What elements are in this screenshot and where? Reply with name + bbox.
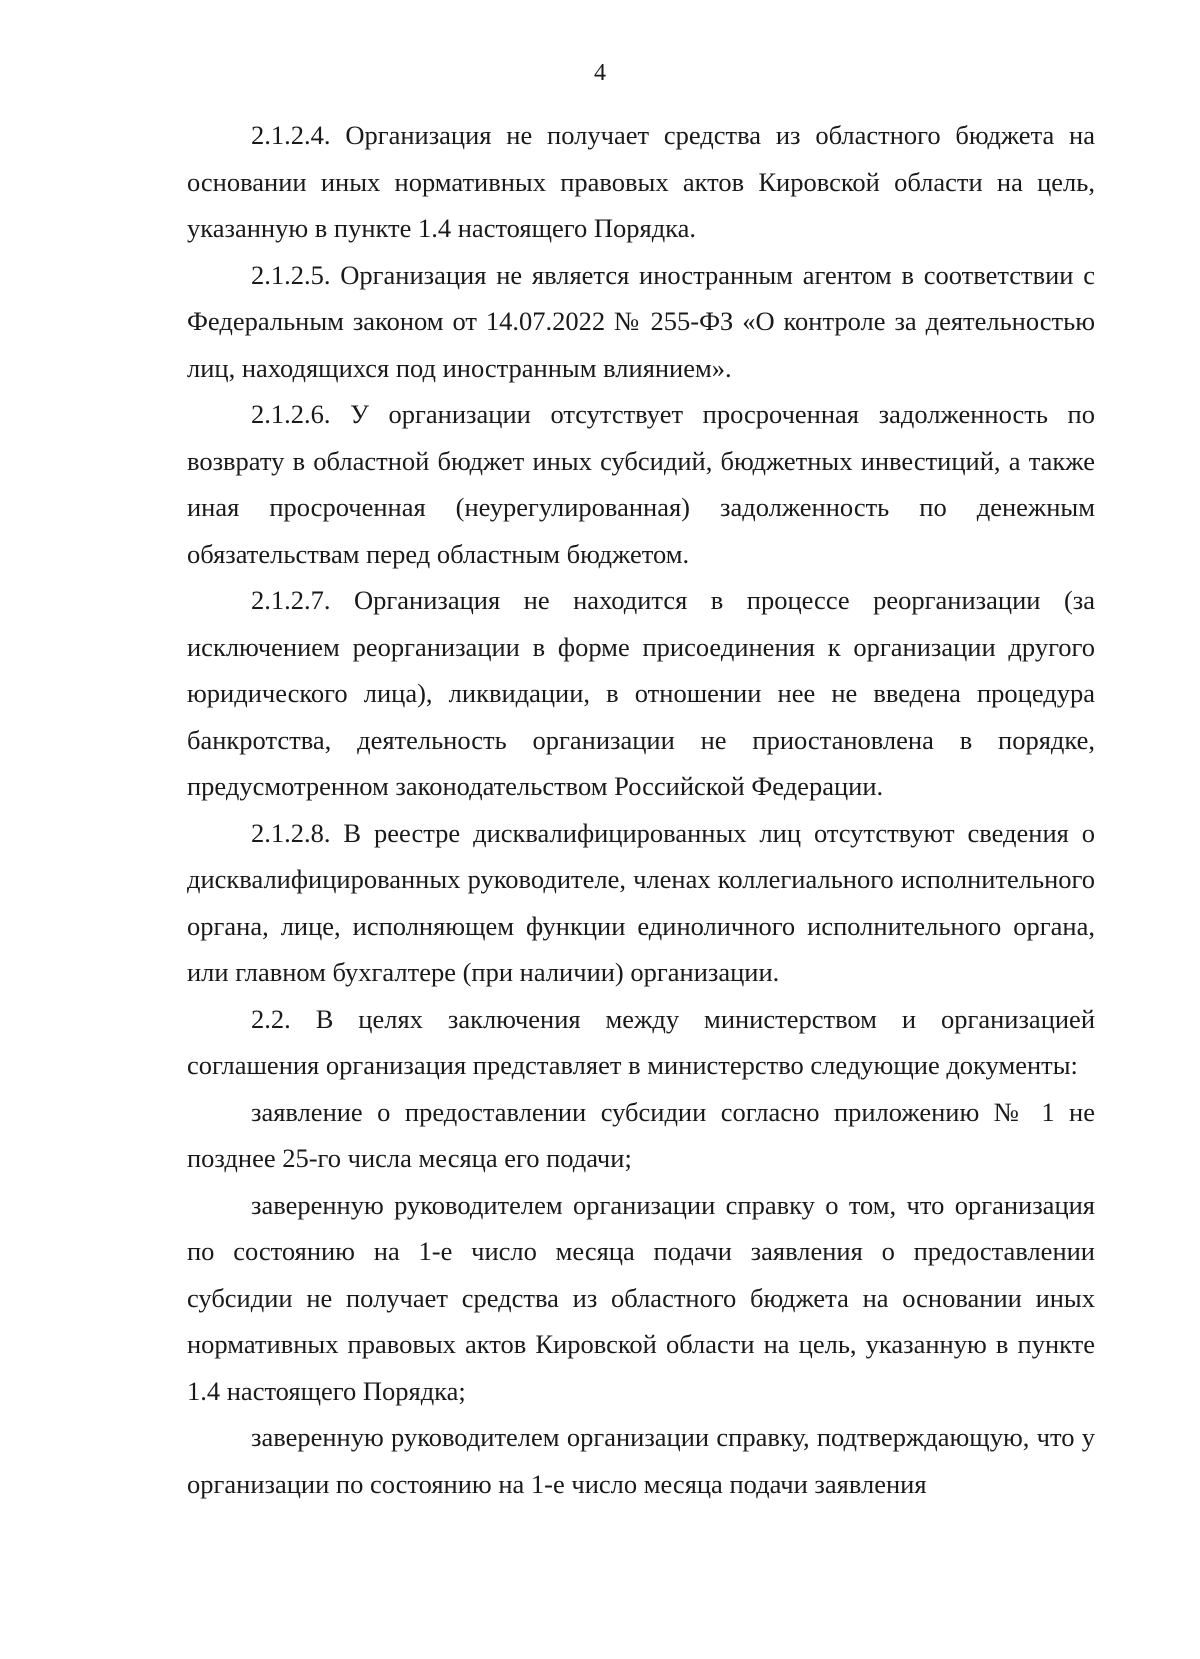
paragraph-2-1-2-7: 2.1.2.7. Организация не находится в процессе реорганизации (за исключением реорганизации в форме присоединения к организации другого юридического лица), ликвидации, в отношении нее не введена процедура банкротства, деятельность организации не приостановлена в порядке, предусмотренном законодательством Российской Федерации.	[187, 585, 1095, 801]
list-item-certificate-funds: заверенную руководителем организации справку о том, что организация по состоянию на 1-е число месяца подачи заявления о предоставлении субсидии не получает средства из областного бюджета на основании иных нормативных правовых актов Кировской области на цель, указанную в пункте 1.4 настоящего Порядка;	[187, 1189, 1095, 1406]
paragraph-2-1-2-4: 2.1.2.4. Организация не получает средства из областного бюджета на основании иных нормативных правовых актов Кировской области на цель, указанную в пункте 1.4 настоящего Порядка.	[187, 120, 1095, 243]
paragraph-2-1-2-6: 2.1.2.6. У организации отсутствует просроченная задолженность по возврату в областной бюджет иных субсидий, бюджетных инвестиций, а также иная просроченная (неурегулированная) задолженность по денежным обязательствам перед областным бюджетом.	[187, 399, 1095, 569]
paragraph-2-1-2-8: 2.1.2.8. В реестре дисквалифицированных лиц отсутствуют сведения о дисквалифицированных руководителе, членах коллегиального исполнительного органа, лице, исполняющем функции единоличного исполнительного органа, или главном бухгалтере (при наличии) организации.	[187, 817, 1095, 987]
page-number: 4	[594, 60, 606, 86]
paragraph-2-1-2-5: 2.1.2.5. Организация не является иностранным агентом в соответствии с Федеральным законом от 14.07.2022 № 255-ФЗ «О контроле за деятельностью лиц, находящихся под иностранным влиянием».	[187, 259, 1095, 383]
list-item-certificate-confirming: заверенную руководителем организации справку, подтверждающую, что у организации по состоянию на 1-е число месяца подачи заявления	[187, 1422, 1095, 1499]
list-item-application: заявление о предоставлении субсидии согласно приложению № 1 не позднее 25-го числа месяца его подачи;	[187, 1096, 1095, 1173]
document-body	[187, 112, 1095, 1507]
paragraph-2-2: 2.2. В целях заключения между министерством и организацией соглашения организация представляет в министерство следующие документы:	[187, 1003, 1095, 1080]
